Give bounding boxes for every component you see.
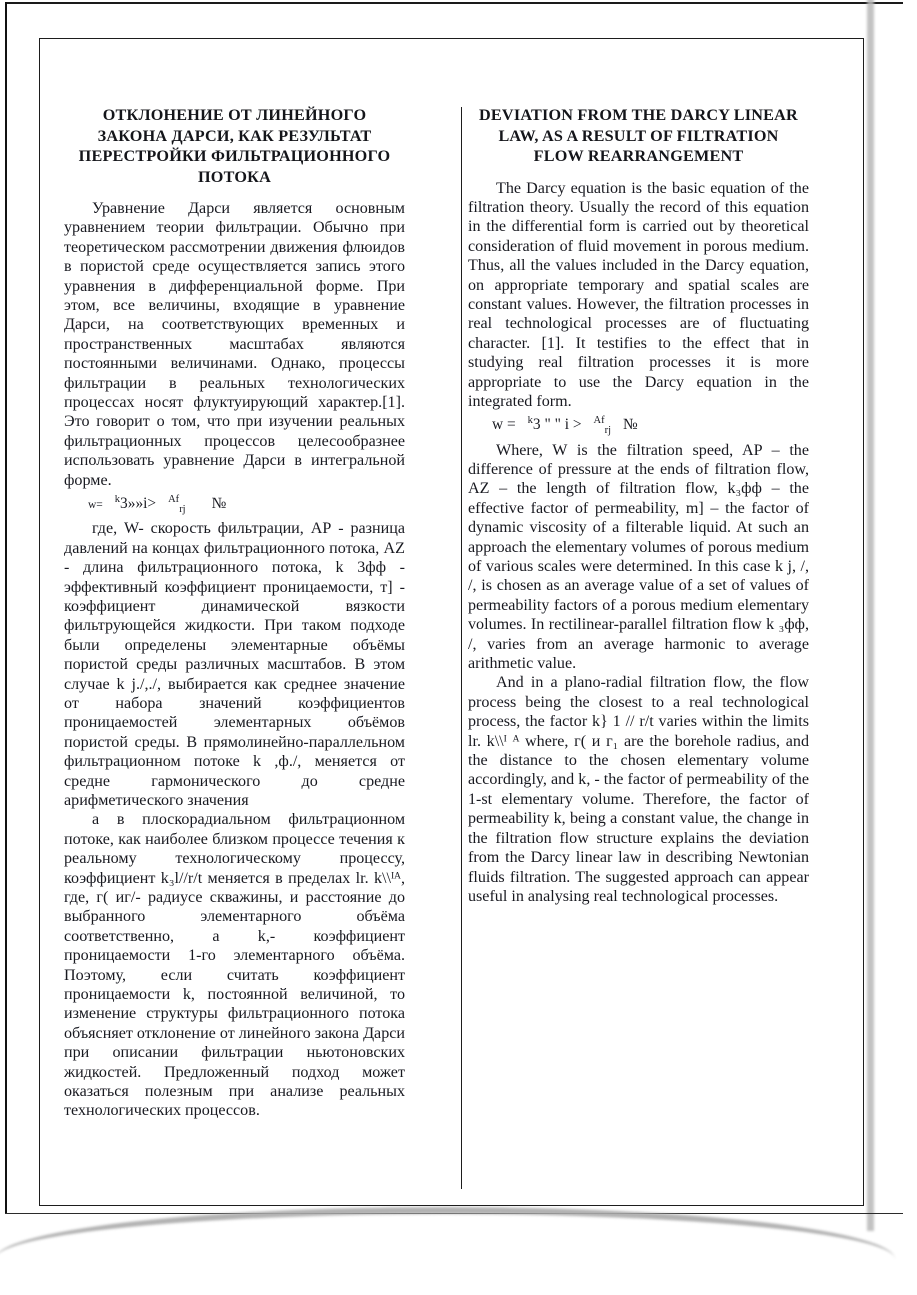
english-article-title: DEVIATION FROM THE DARCY LINEAR LAW, AS A RESULT OF FILTRATION FLOW REARRANGEMENT [479,106,798,165]
two-column-layout [40,39,863,1205]
page-content-frame [39,38,864,1206]
english-formula-lhs: w = [492,416,516,434]
english-formula-term1-sup: k [527,415,533,427]
english-formula-term2-sub: rj [604,425,612,437]
page-left-edge [5,2,7,1214]
russian-formula-term2-sup: Af [168,494,180,506]
russian-formula-term1-sup: k [114,494,121,506]
right-column-english [468,105,809,906]
english-formula-term2-sup: Af [593,415,605,427]
english-paragraph-2: Where, W is the filtration speed, AP – the difference of pressure at the ends of filtration flow, AZ – the length of filtration flow, k₃фф – the effective factor of permeability, m] – the factor of dynamic viscosity of a filterable liquid. At such an approach the elementary volumes of porous medium of various scales were determined. In this case k j, /, /, is chosen as an average value of a set of values of permeability factors of a porous medium elementary volumes. In rectilinear-parallel filtration flow k ₃фф, /, varies from an average harmonic to average arithmetic value. [468,441,809,673]
russian-paragraph-1: Уравнение Дарси является основным уравнением теории фильтрации. Обычно при теоретическом рассмотрении движения флюидов в пористой среде осуществляется запись этого уравнения в дифференциальной форме. При этом, все величины, входящие в уравнение Дарси, на соответствующих временных и пространственных масштабах являются постоянными величинами. Однако, процессы фильтрации в реальных технологических процессах носят флуктуирующий характер.[1]. Это говорит о том, что при изучении реальных фильтрационных процессов целесообразнее использовать уравнение Дарси в интегральной форме. [64,200,405,489]
russian-article-title: ОТКЛОНЕНИЕ ОТ ЛИНЕЙНОГО ЗАКОНА ДАРСИ, КАК РЕЗУЛЬТАТ ПЕРЕСТРОЙКИ ФИЛЬТРАЦИОННОГО ПОТОКА [78,106,391,186]
english-formula-term1-base: 3 " " i > [532,416,582,434]
english-formula [468,411,809,440]
scanned-page-sheet [5,2,907,1224]
left-column-russian [64,105,405,1121]
russian-formula-term1-base: 3»»i> [120,495,157,513]
english-paragraph-3: And in a plano-radial filtration flow, the flow process being the closest to a real technological process, the factor k} 1 // r/t varies within the limits lr. k\\ᴵ ᴬ where, г( и г₁ are the borehole radius, and the distance to the chosen elementary volume accordingly, and k, - the factor of permeability of the 1-st elementary volume. Therefore, the factor of permeability k, being a constant value, the change in the filtration flow structure explains the deviation from the Darcy linear law in describing Newtonian fluids filtration. The suggested approach can appear useful in analysing real technological processes. [468,674,809,905]
page-bottom-edge-shadow [0,1207,895,1294]
russian-formula-lhs: w= [88,499,103,512]
russian-formula-term2-sub: rj [179,504,186,516]
russian-formula [64,490,405,519]
russian-paragraph-3: а в плоскорадиальном фильтрационном потоке, как наиболее близком процессе течения к реальному технологическому процессу, коэффициент k₃l//r/t меняется в пределах lr. k\\ᴵᴬ, где, г( иг/- радиусе скважины, и расстояние до выбранного элементарного объёма соответственно, а k,- коэффициент проницаемости 1-го элементарного объёма. Поэтому, если считать коэффициент проницаемости k, постоянной величиной, то изменение структуры фильтрационного потока объясняет отклонение от линейного закона Дарси при описании фильтрации ньютоновских жидкостей. Предложенный подход может оказаться полезным при анализе реальных технологических процессов. [64,811,405,1120]
english-paragraph-1: The Darcy equation is the basic equation of the filtration theory. Usually the record of this equation in the differential form is carried out by theoretical consideration of fluid movement in porous medium. Thus, all the values included in the Darcy equation, on appropriate temporary and spatial scales are constant values. However, the filtration processes in real technological processes are of fluctuating character. [1]. It testifies to the effect that in studying real filtration processes it is more appropriate to use the Darcy equation in the integrated form. [468,179,809,410]
russian-paragraph-2: где, W- скорость фильтрации, АР - разница давлений на концах фильтрационного потока, AZ - длина фильтрационного потока, k 3фф - эффективный коэффициент проницаемости, т] - коэффициент динамической вязкости фильтрующейся жидкости. При таком подходе были определены элементарные объёмы пористой среды различных масштабов. В этом случае k j./,./, выбирается как среднее значение от набора значений коэффициентов проницаемостей элементарных объёмов пористой среды. В прямолинейно-параллельном фильтрационном потоке k ,ф./, меняется от средне гармонического до средне арифметического значения [64,520,405,809]
russian-formula-trailing: № [211,495,227,513]
english-formula-trailing: № [623,416,638,434]
page-top-edge [5,2,903,4]
page-right-edge-shadow [867,0,917,1231]
